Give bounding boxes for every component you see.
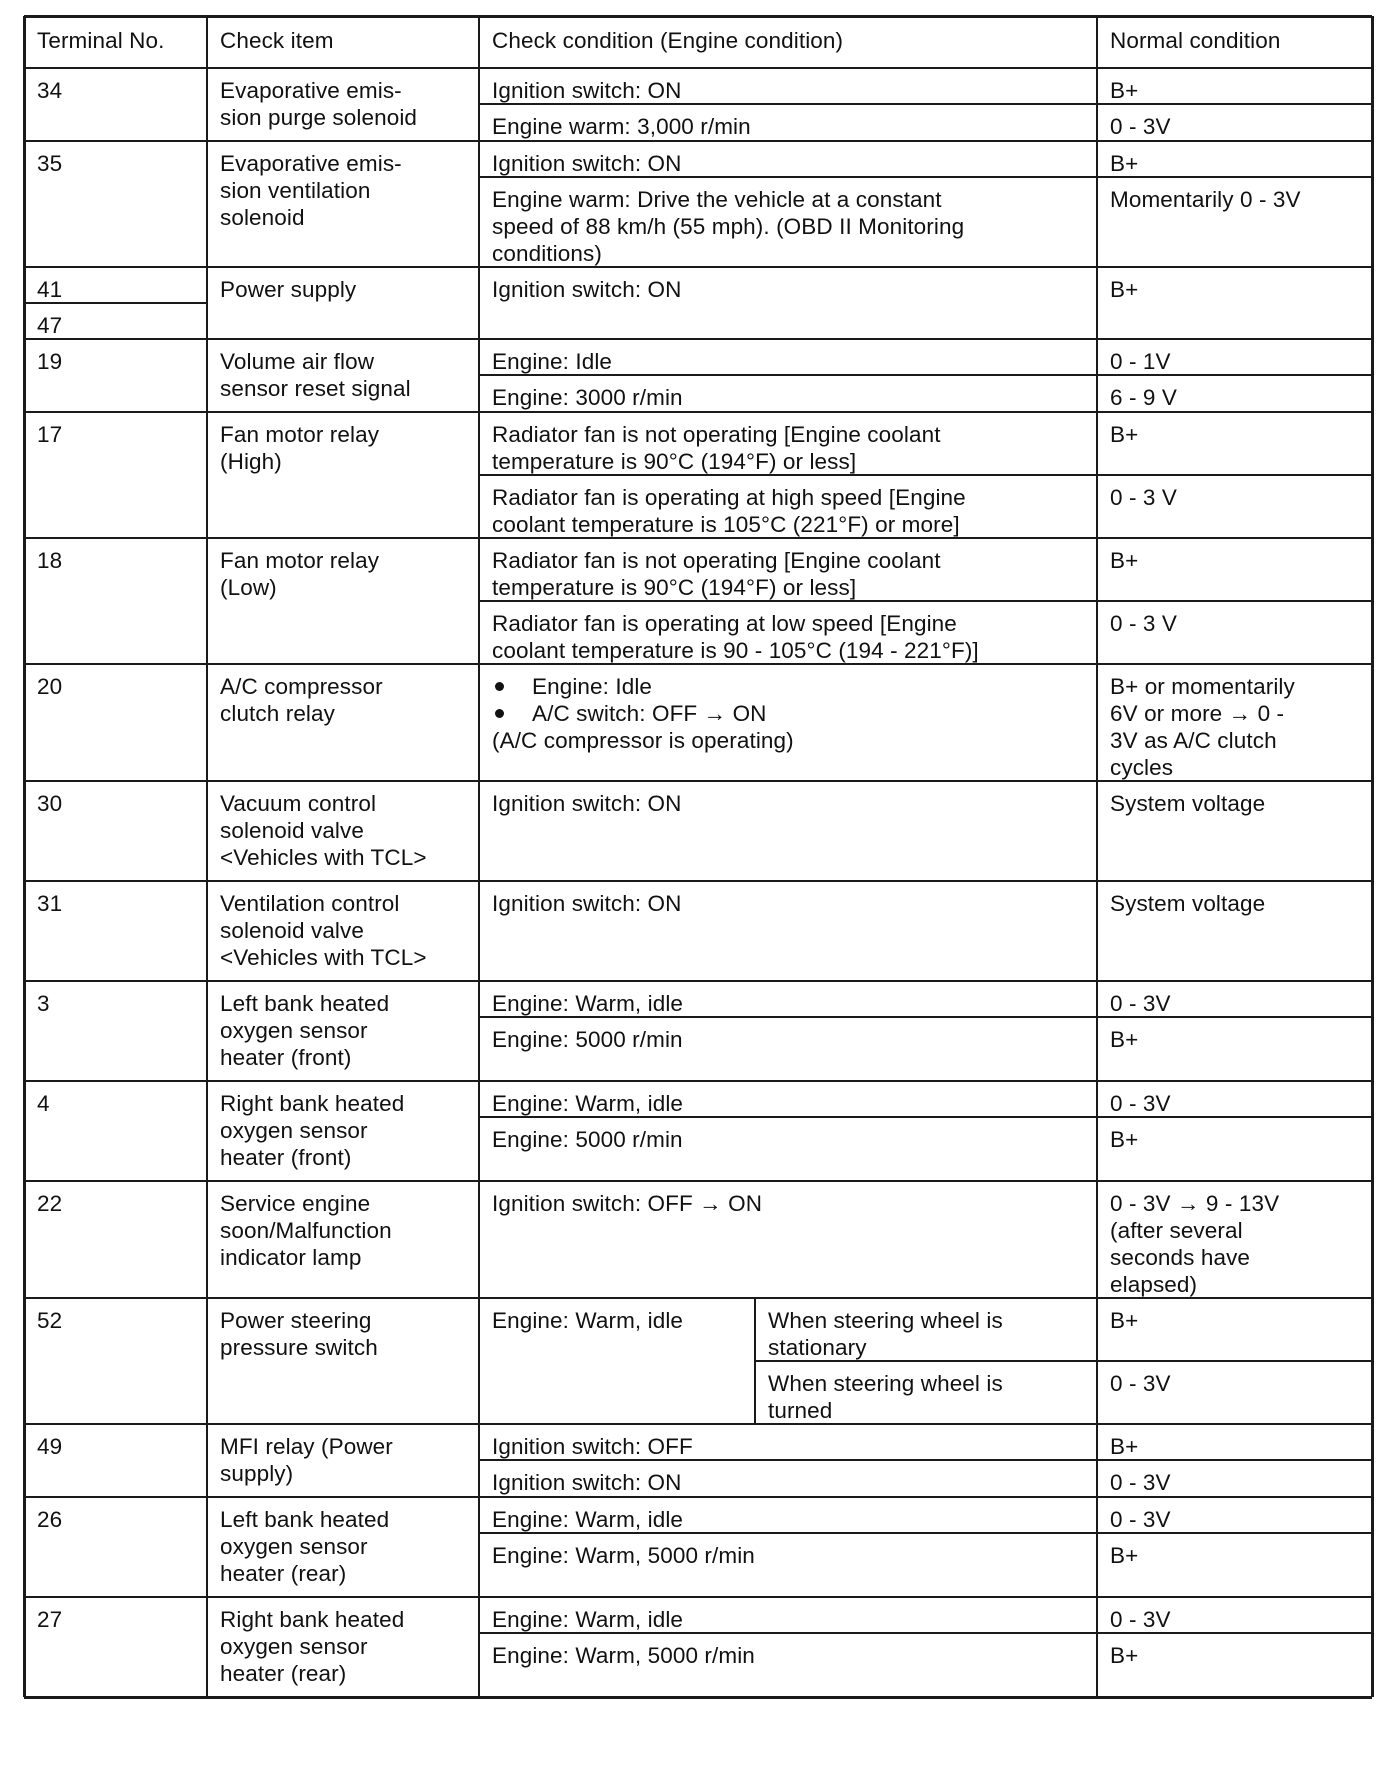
normal-condition <box>1097 781 1372 881</box>
cell-text: 0 - 3V <box>1110 1507 1171 1532</box>
check-item <box>207 141 479 267</box>
check-condition <box>479 1460 1097 1497</box>
cell-text: Engine warm: 3,000 r/min <box>492 114 751 139</box>
table-rule <box>24 780 1372 782</box>
normal-condition <box>1097 601 1372 664</box>
table-rule <box>755 1360 1372 1362</box>
cell-text: Radiator fan is not operating [Engine coolant <box>492 548 941 573</box>
check-condition <box>479 1597 1097 1633</box>
cell-text: sensor reset signal <box>220 376 411 401</box>
cell-text: Ignition switch: ON <box>492 151 682 176</box>
table-rule <box>24 302 207 304</box>
cell-text: Fan motor relay <box>220 422 380 447</box>
cell-text: (A/C compressor is operating) <box>492 728 794 753</box>
cell-text: solenoid <box>220 205 305 230</box>
cell-text: pressure switch <box>220 1335 378 1360</box>
cell-text: B+ or momentarily <box>1110 674 1295 699</box>
table-rule <box>24 880 1372 882</box>
table-rule <box>24 1297 1372 1299</box>
normal-condition <box>1097 68 1372 104</box>
table-rule <box>24 1596 1372 1598</box>
cell-text: oxygen sensor <box>220 1634 368 1659</box>
normal-condition <box>1097 1117 1372 1181</box>
cell-text: Ignition switch: ON <box>492 78 682 103</box>
cell-text: heater (front) <box>220 1145 352 1170</box>
check-condition <box>479 475 1097 538</box>
check-sub-condition <box>755 1361 1097 1424</box>
check-item <box>207 981 479 1081</box>
terminal-no <box>24 981 207 1081</box>
check-condition <box>479 104 1097 141</box>
table-rule <box>479 103 1372 105</box>
bullet-icon <box>495 709 504 718</box>
normal-condition <box>1097 1597 1372 1633</box>
cell-text: oxygen sensor <box>220 1118 368 1143</box>
terminal-no <box>24 1597 207 1697</box>
cell-text: A/C compressor <box>220 674 383 699</box>
cell-text: 41 <box>37 277 63 302</box>
terminal-no <box>24 303 207 339</box>
cell-text: temperature is 90°C (194°F) or less] <box>492 449 857 474</box>
cell-text: 30 <box>37 791 63 816</box>
table-rule <box>479 474 1372 476</box>
cell-text: clutch relay <box>220 701 335 726</box>
cell-text: 4 <box>37 1091 50 1116</box>
cell-text: Left bank heated <box>220 1507 390 1532</box>
table-rule <box>24 1180 1372 1182</box>
cell-text: Radiator fan is operating at low speed [Engine <box>492 611 957 636</box>
cell-text: elapsed) <box>1110 1272 1198 1297</box>
normal-condition <box>1097 981 1372 1017</box>
terminal-no <box>24 538 207 664</box>
cell-text: Right bank heated <box>220 1091 405 1116</box>
cell-text: soon/Malfunction <box>220 1218 392 1243</box>
cell-text: Fan motor relay <box>220 548 380 573</box>
normal-condition <box>1097 1497 1372 1533</box>
table-rule <box>479 1459 1372 1461</box>
cell-text: sion purge solenoid <box>220 105 418 130</box>
cell-text: B+ <box>1110 422 1139 447</box>
terminal-no <box>24 1298 207 1424</box>
cell-text: Evaporative emis- <box>220 151 402 176</box>
check-condition <box>479 141 1097 177</box>
cell-text: 20 <box>37 674 63 699</box>
cell-text: temperature is 90°C (194°F) or less] <box>492 575 857 600</box>
cell-text: supply) <box>220 1461 294 1486</box>
normal-condition <box>1097 881 1372 981</box>
normal-condition <box>1097 1017 1372 1081</box>
check-condition <box>479 1181 1097 1298</box>
table-rule <box>479 600 1372 602</box>
cell-text: B+ <box>1110 1643 1139 1668</box>
cell-text: Engine: Warm, idle <box>492 1308 684 1333</box>
cell-text: (after several <box>1110 1218 1243 1243</box>
cell-text: 34 <box>37 78 63 103</box>
cell-text: 47 <box>37 313 63 338</box>
cell-text: Left bank heated <box>220 991 390 1016</box>
cell-text: 19 <box>37 349 63 374</box>
check-condition <box>479 538 1097 601</box>
cell-text: oxygen sensor <box>220 1534 368 1559</box>
check-condition <box>479 781 1097 881</box>
cell-text: 17 <box>37 422 63 447</box>
check-condition <box>479 881 1097 981</box>
check-condition <box>479 1017 1097 1081</box>
cell-text: System voltage <box>1110 791 1266 816</box>
terminal-no <box>24 881 207 981</box>
cell-text: heater (rear) <box>220 1661 347 1686</box>
cell-text: 0 - 3V → 9 - 13V <box>1110 1191 1280 1216</box>
cell-text: Evaporative emis- <box>220 78 402 103</box>
table-rule <box>24 537 1372 539</box>
cell-text: sion ventilation <box>220 178 371 203</box>
cell-text: <Vehicles with TCL> <box>220 945 427 970</box>
normal-condition <box>1097 1633 1372 1697</box>
check-condition <box>479 267 1097 339</box>
header-check-condition: Check condition (Engine condition) <box>492 28 844 53</box>
normal-condition <box>1097 375 1372 412</box>
cell-text: 0 - 3 V <box>1110 485 1177 510</box>
header-normal-condition: Normal condition <box>1110 28 1281 53</box>
cell-text: Volume air flow <box>220 349 375 374</box>
bullet-item <box>492 673 1085 700</box>
terminal-no <box>24 1081 207 1181</box>
cell-text: Engine: Warm, idle <box>492 1091 684 1116</box>
table-rule <box>24 1496 1372 1498</box>
cell-text: cycles <box>1110 755 1174 780</box>
cell-text: B+ <box>1110 151 1139 176</box>
table-rule <box>24 411 1372 413</box>
table-rule <box>206 16 208 1697</box>
normal-condition <box>1097 412 1372 475</box>
check-item <box>207 1424 479 1497</box>
terminal-no <box>24 412 207 538</box>
cell-text: Ignition switch: ON <box>492 891 682 916</box>
cell-text: Engine: 5000 r/min <box>492 1127 683 1152</box>
cell-text: Ventilation control <box>220 891 400 916</box>
cell-text: coolant temperature is 105°C (221°F) or more] <box>492 512 960 537</box>
terminal-no <box>24 267 207 303</box>
cell-text: 0 - 3V <box>1110 1470 1171 1495</box>
table-rule <box>24 1423 1372 1425</box>
normal-condition <box>1097 141 1372 177</box>
cell-text: B+ <box>1110 1543 1139 1568</box>
cell-text: Engine: Warm, idle <box>492 1607 684 1632</box>
header-check-item: Check item <box>220 28 334 53</box>
check-condition <box>479 412 1097 475</box>
cell-text: When steering wheel is <box>768 1371 1003 1396</box>
cell-text: 0 - 3 V <box>1110 611 1177 636</box>
cell-text: heater (front) <box>220 1045 352 1070</box>
cell-text: 0 - 1V <box>1110 349 1171 374</box>
cell-text: Engine warm: Drive the vehicle at a constant <box>492 187 942 212</box>
table-rule <box>479 176 1372 178</box>
cell-text: B+ <box>1110 1434 1139 1459</box>
cell-text: Power supply <box>220 277 357 302</box>
cell-text: 31 <box>37 891 63 916</box>
check-condition <box>479 1633 1097 1697</box>
cell-text: coolant temperature is 90 - 105°C (194 - 221°F)] <box>492 638 979 663</box>
normal-condition <box>1097 664 1372 781</box>
cell-text: Engine: Idle <box>492 349 613 374</box>
table-rule <box>24 15 1372 18</box>
cell-text: B+ <box>1110 1027 1139 1052</box>
cell-text: B+ <box>1110 548 1139 573</box>
table-rule <box>24 980 1372 982</box>
cell-text: heater (rear) <box>220 1561 347 1586</box>
terminal-no <box>24 1497 207 1597</box>
cell-text: Ignition switch: ON <box>492 1470 682 1495</box>
cell-text: 6 - 9 V <box>1110 385 1177 410</box>
cell-text: B+ <box>1110 1308 1139 1333</box>
check-item <box>207 1181 479 1298</box>
normal-condition <box>1097 1081 1372 1117</box>
check-item <box>207 267 479 339</box>
bullet-text: A/C switch: OFF → ON <box>532 701 767 726</box>
normal-condition <box>1097 475 1372 538</box>
check-sub-condition <box>755 1298 1097 1361</box>
cell-text: 22 <box>37 1191 63 1216</box>
table-rule <box>24 266 1372 268</box>
table-rule <box>479 1532 1372 1534</box>
cell-text: 52 <box>37 1308 63 1333</box>
cell-text: 0 - 3V <box>1110 991 1171 1016</box>
header-terminal-no: Terminal No. <box>37 28 165 53</box>
table-rule <box>24 1696 1372 1699</box>
normal-condition <box>1097 104 1372 141</box>
check-item <box>207 781 479 881</box>
terminal-no <box>24 1424 207 1497</box>
normal-condition <box>1097 1424 1372 1460</box>
check-condition <box>479 664 1097 781</box>
table-rule <box>479 374 1372 376</box>
check-condition <box>479 375 1097 412</box>
check-item <box>207 1497 479 1597</box>
cell-text: When steering wheel is <box>768 1308 1003 1333</box>
terminal-no <box>24 781 207 881</box>
cell-text: solenoid valve <box>220 918 364 943</box>
check-condition <box>479 1424 1097 1460</box>
cell-text: 3 <box>37 991 50 1016</box>
check-condition <box>479 1081 1097 1117</box>
cell-text: solenoid valve <box>220 818 364 843</box>
table-rule <box>478 16 480 1697</box>
normal-condition <box>1097 1181 1372 1298</box>
terminal-no <box>24 141 207 267</box>
cell-text: 3V as A/C clutch <box>1110 728 1277 753</box>
cell-text: (High) <box>220 449 282 474</box>
table-rule <box>479 1016 1372 1018</box>
cell-text: Engine: Warm, idle <box>492 991 684 1016</box>
cell-text: B+ <box>1110 277 1139 302</box>
cell-text: Ignition switch: OFF <box>492 1434 693 1459</box>
cell-text: 49 <box>37 1434 63 1459</box>
check-item <box>207 881 479 981</box>
cell-text: Engine: Warm, 5000 r/min <box>492 1543 755 1568</box>
cell-text: indicator lamp <box>220 1245 362 1270</box>
check-condition <box>479 981 1097 1017</box>
normal-condition <box>1097 1361 1372 1424</box>
terminal-no <box>24 1181 207 1298</box>
check-item <box>207 1298 479 1424</box>
check-item <box>207 412 479 538</box>
check-condition <box>479 339 1097 375</box>
table-rule <box>1371 16 1374 1697</box>
check-condition <box>479 601 1097 664</box>
bullet-text: Engine: Idle <box>532 674 653 699</box>
cell-text: Engine: 3000 r/min <box>492 385 683 410</box>
table-rule <box>24 140 1372 142</box>
check-item <box>207 664 479 781</box>
table-rule <box>24 1080 1372 1082</box>
cell-text: 0 - 3V <box>1110 114 1171 139</box>
cell-text: turned <box>768 1398 833 1423</box>
cell-text: oxygen sensor <box>220 1018 368 1043</box>
cell-text: 0 - 3V <box>1110 1371 1171 1396</box>
cell-text: Right bank heated <box>220 1607 405 1632</box>
table-rule <box>24 338 1372 340</box>
check-condition <box>479 1497 1097 1533</box>
normal-condition <box>1097 267 1372 339</box>
check-condition <box>479 177 1097 267</box>
check-item <box>207 1081 479 1181</box>
cell-text: stationary <box>768 1335 867 1360</box>
normal-condition <box>1097 1298 1372 1361</box>
cell-text: 26 <box>37 1507 63 1532</box>
cell-text: System voltage <box>1110 891 1266 916</box>
cell-text: speed of 88 km/h (55 mph). (OBD II Monitoring <box>492 214 965 239</box>
table-rule <box>24 663 1372 665</box>
terminal-no <box>24 339 207 412</box>
check-item <box>207 538 479 664</box>
cell-text: Engine: Warm, 5000 r/min <box>492 1643 755 1668</box>
cell-text: Engine: 5000 r/min <box>492 1027 683 1052</box>
cell-text: 18 <box>37 548 63 573</box>
check-item <box>207 68 479 141</box>
check-condition <box>479 68 1097 104</box>
normal-condition <box>1097 1533 1372 1597</box>
normal-condition <box>1097 538 1372 601</box>
cell-text: Radiator fan is not operating [Engine coolant <box>492 422 941 447</box>
cell-text: Engine: Warm, idle <box>492 1507 684 1532</box>
cell-text: conditions) <box>492 241 602 266</box>
cell-text: 0 - 3V <box>1110 1091 1171 1116</box>
bullet-icon <box>495 682 504 691</box>
table-rule <box>479 1632 1372 1634</box>
normal-condition <box>1097 177 1372 267</box>
normal-condition <box>1097 1460 1372 1497</box>
bullet-item <box>492 700 1085 727</box>
cell-text: Radiator fan is operating at high speed [Engine <box>492 485 966 510</box>
cell-text: Ignition switch: ON <box>492 791 682 816</box>
check-item <box>207 1597 479 1697</box>
cell-text: Service engine <box>220 1191 371 1216</box>
cell-text: Vacuum control <box>220 791 377 816</box>
cell-text: 6V or more → 0 - <box>1110 701 1285 726</box>
cell-text: Ignition switch: ON <box>492 277 682 302</box>
cell-text: 0 - 3V <box>1110 1607 1171 1632</box>
cell-text: Momentarily 0 - 3V <box>1110 187 1301 212</box>
cell-text: (Low) <box>220 575 277 600</box>
terminal-no <box>24 664 207 781</box>
cell-text: 35 <box>37 151 63 176</box>
cell-text: <Vehicles with TCL> <box>220 845 427 870</box>
check-condition <box>479 1533 1097 1597</box>
table-rule <box>479 1116 1372 1118</box>
check-item <box>207 339 479 412</box>
cell-text: MFI relay (Power <box>220 1434 393 1459</box>
normal-condition <box>1097 339 1372 375</box>
table-rule <box>23 16 26 1697</box>
check-condition <box>479 1117 1097 1181</box>
cell-text: B+ <box>1110 78 1139 103</box>
check-condition <box>479 1298 755 1424</box>
cell-text: Power steering <box>220 1308 372 1333</box>
table-rule <box>1096 16 1098 1697</box>
terminal-no <box>24 68 207 141</box>
cell-text: B+ <box>1110 1127 1139 1152</box>
cell-text: seconds have <box>1110 1245 1251 1270</box>
cell-text: Ignition switch: OFF → ON <box>492 1191 763 1216</box>
cell-text: 27 <box>37 1607 63 1632</box>
